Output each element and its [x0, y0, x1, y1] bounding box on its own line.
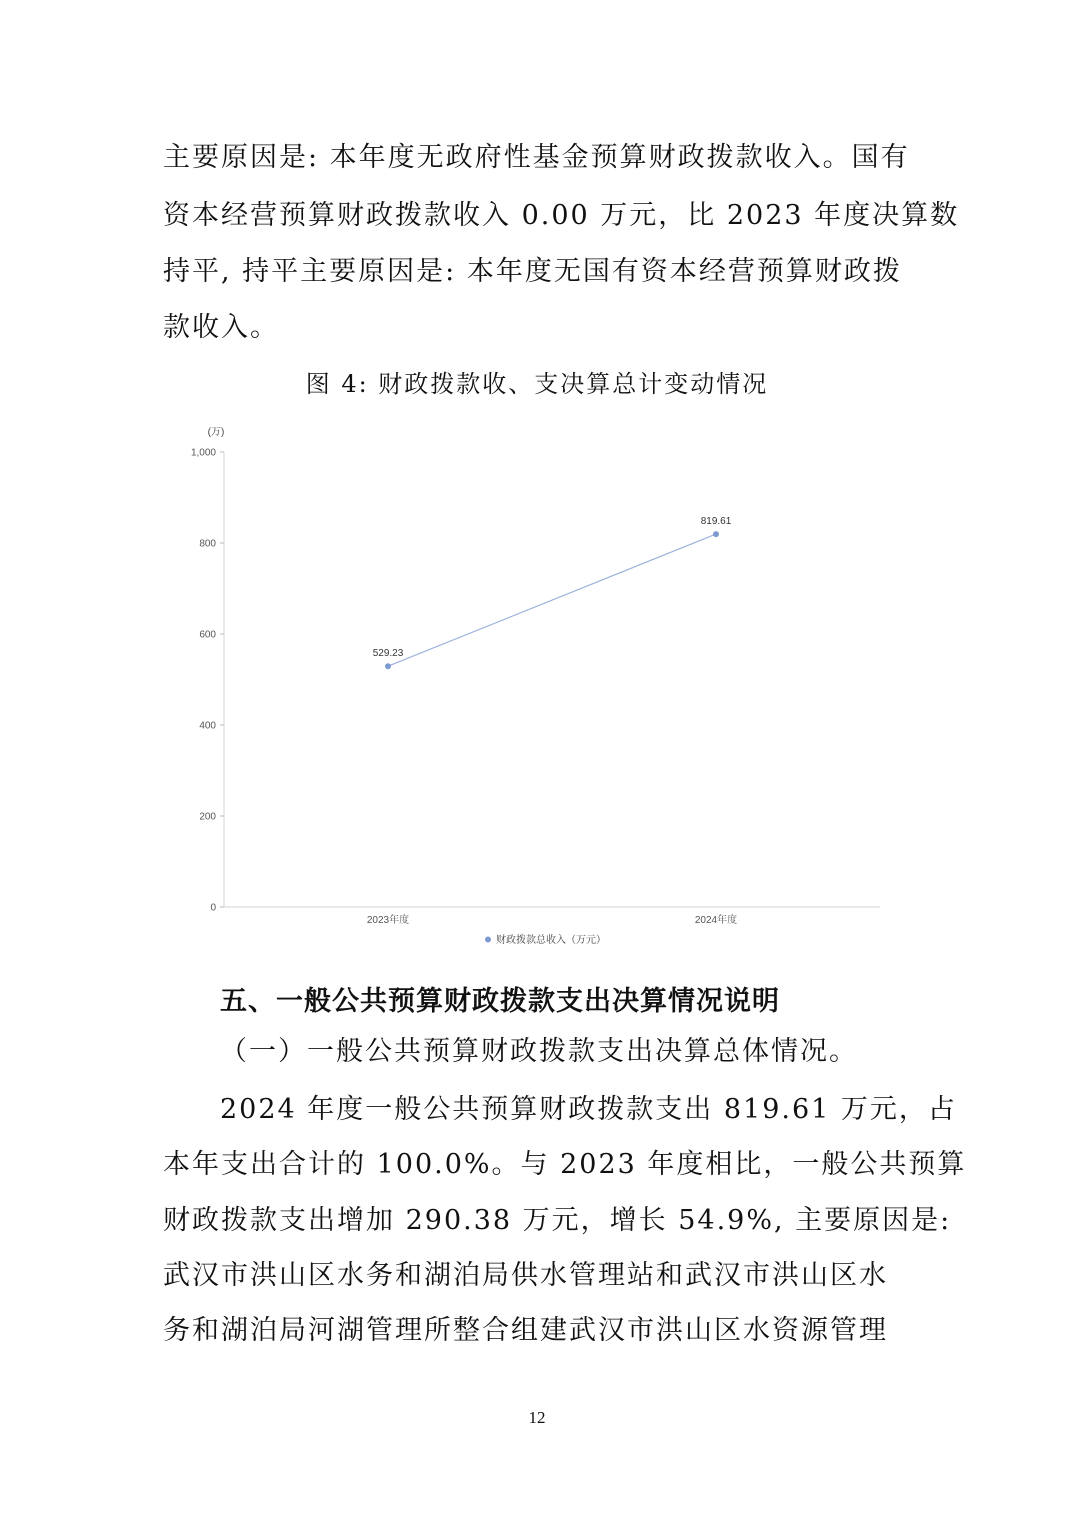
figure-caption: 图 4: 财政拨款收、支决算总计变动情况: [305, 370, 769, 398]
data-point: [713, 531, 719, 537]
y-tick-label: 0: [210, 902, 216, 914]
line-chart: [170, 420, 910, 960]
y-tick-label: 1,000: [190, 447, 216, 459]
intro-line-4: 款收入。: [163, 312, 279, 343]
legend-label: 财政拨款总收入（万元）: [496, 935, 606, 946]
chart-legend: [485, 933, 606, 946]
intro-line-3: 持平, 持平主要原因是: 本年度无国有资本经营预算财政拨: [163, 256, 902, 287]
section-heading: 五、一般公共预算财政拨款支出决算情况说明: [220, 986, 780, 1017]
y-tick-label: 200: [199, 811, 216, 823]
section-subheading: （一）一般公共预算财政拨款支出决算总体情况。: [220, 1036, 858, 1067]
page-number: 12: [528, 1408, 546, 1427]
data-label: 819.61: [700, 516, 732, 528]
chart-canvas: [170, 420, 910, 960]
y-tick-label: 800: [199, 538, 216, 550]
y-tick-label: 400: [199, 720, 216, 732]
intro-line-1: 主要原因是: 本年度无政府性基金预算财政拨款收入。国有: [163, 142, 910, 173]
data-label: 529.23: [372, 648, 404, 660]
chart-marks: [373, 516, 732, 669]
section-line-1: 2024 年度一般公共预算财政拨款支出 819.61 万元，占: [220, 1094, 957, 1125]
intro-line-2: 资本经营预算财政拨款收入 0.00 万元，比 2023 年度决算数: [163, 200, 960, 231]
series-line: [388, 534, 716, 666]
section-line-4: 武汉市洪山区水务和湖泊局供水管理站和武汉市洪山区水: [163, 1260, 888, 1291]
x-tick-label: 2023年度: [366, 915, 410, 926]
y-unit-label: (万): [207, 427, 225, 438]
data-point: [385, 663, 391, 669]
y-tick-label: 600: [199, 629, 216, 641]
section-line-2: 本年支出合计的 100.0%。与 2023 年度相比，一般公共预算: [163, 1149, 967, 1180]
section-line-5: 务和湖泊局河湖管理所整合组建武汉市洪山区水资源管理: [163, 1315, 888, 1346]
legend-marker: [485, 937, 491, 943]
chart-axes: [191, 426, 880, 926]
x-tick-label: 2024年度: [694, 915, 738, 926]
section-line-3: 财政拨款支出增加 290.38 万元，增长 54.9%, 主要原因是:: [163, 1205, 952, 1236]
